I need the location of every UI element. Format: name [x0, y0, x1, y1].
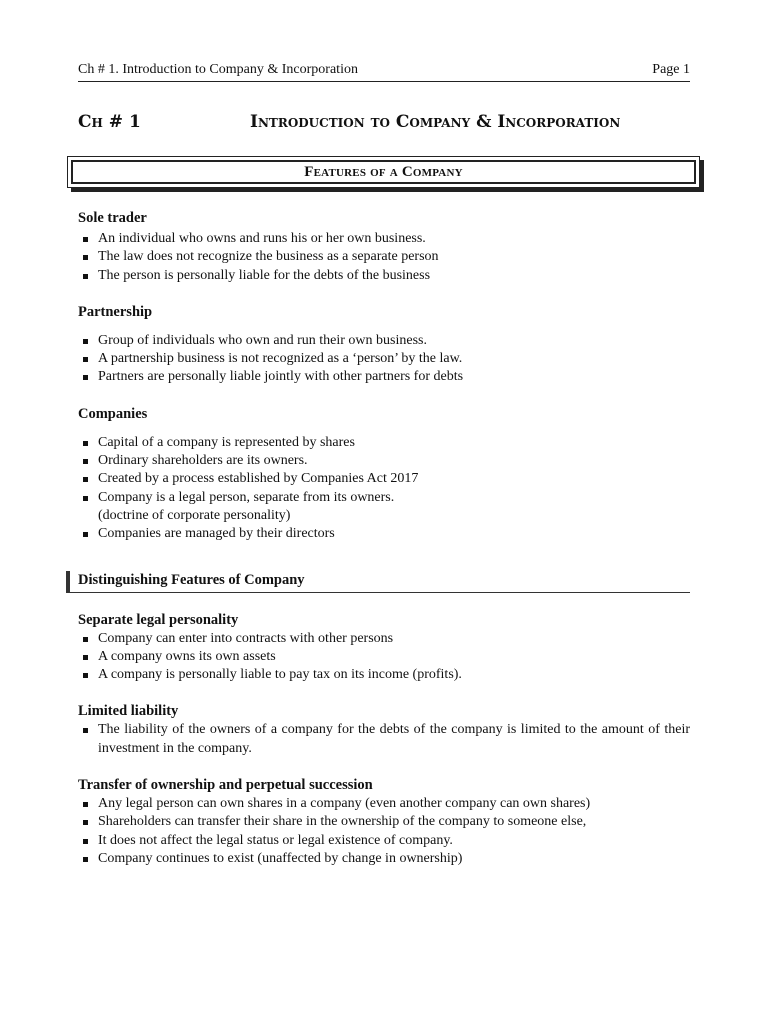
list-item: Any legal person can own shares in a company (even another company can own shares)	[78, 795, 690, 813]
features-title: Features of a Company	[71, 160, 696, 184]
list-item: Created by a process established by Companies Act 2017	[78, 470, 690, 488]
main-content	[78, 208, 690, 868]
list-item: Partners are personally liable jointly with other partners for debts	[78, 368, 690, 386]
list-item: It does not affect the legal status or legal existence of company.	[78, 832, 690, 850]
page-number: Page 1	[652, 62, 690, 77]
distinguishing-features-heading: Distinguishing Features of Company	[66, 571, 690, 593]
list-item: The liability of the owners of a company for the debts of the company is limited to the amount of their investment in the company.	[78, 721, 690, 758]
list-item: Shareholders can transfer their share in the ownership of the company to someone else,	[78, 813, 690, 831]
list-item-text: Company is a legal person, separate from its owners.	[98, 489, 395, 505]
list-item: A company owns its own assets	[78, 648, 690, 666]
running-header	[78, 62, 690, 82]
transfer-ownership-heading: Transfer of ownership and perpetual succession	[78, 777, 373, 794]
partnership-heading: Partnership	[78, 303, 153, 320]
transfer-ownership-list	[78, 795, 690, 868]
companies-heading: Companies	[78, 405, 148, 422]
list-item: A company is personally liable to pay tax on its income (profits).	[78, 666, 690, 684]
limited-liability-heading: Limited liability	[78, 703, 179, 720]
list-item	[78, 489, 690, 526]
header-chapter-text: Ch # 1. Introduction to Company & Incorporation	[78, 62, 358, 77]
list-item: The law does not recognize the business as a separate person	[78, 248, 690, 266]
list-item: The person is personally liable for the debts of the business	[78, 267, 690, 285]
list-item: Capital of a company is represented by shares	[78, 434, 690, 452]
separate-personality-list	[78, 630, 690, 685]
list-item: An individual who owns and runs his or her own business.	[78, 230, 690, 248]
chapter-number: Ch # 1	[78, 112, 141, 132]
list-item: Ordinary shareholders are its owners.	[78, 452, 690, 470]
features-title-box	[67, 156, 700, 188]
chapter-name: Introduction to Company & Incorporation	[250, 112, 621, 132]
list-item: A partnership business is not recognized as a ‘person’ by the law.	[78, 350, 690, 368]
limited-liability-list	[78, 721, 690, 758]
list-item: Companies are managed by their directors	[78, 525, 690, 543]
sole-trader-list	[78, 230, 690, 285]
list-item-subtext: (doctrine of corporate personality)	[98, 507, 291, 523]
partnership-list	[78, 332, 690, 387]
companies-list	[78, 434, 690, 544]
list-item: Company can enter into contracts with other persons	[78, 630, 690, 648]
chapter-title	[78, 112, 690, 132]
sole-trader-heading: Sole trader	[78, 210, 147, 226]
separate-personality-heading: Separate legal personality	[78, 611, 239, 628]
list-item: Group of individuals who own and run their own business.	[78, 332, 690, 350]
list-item: Company continues to exist (unaffected by change in ownership)	[78, 850, 690, 868]
